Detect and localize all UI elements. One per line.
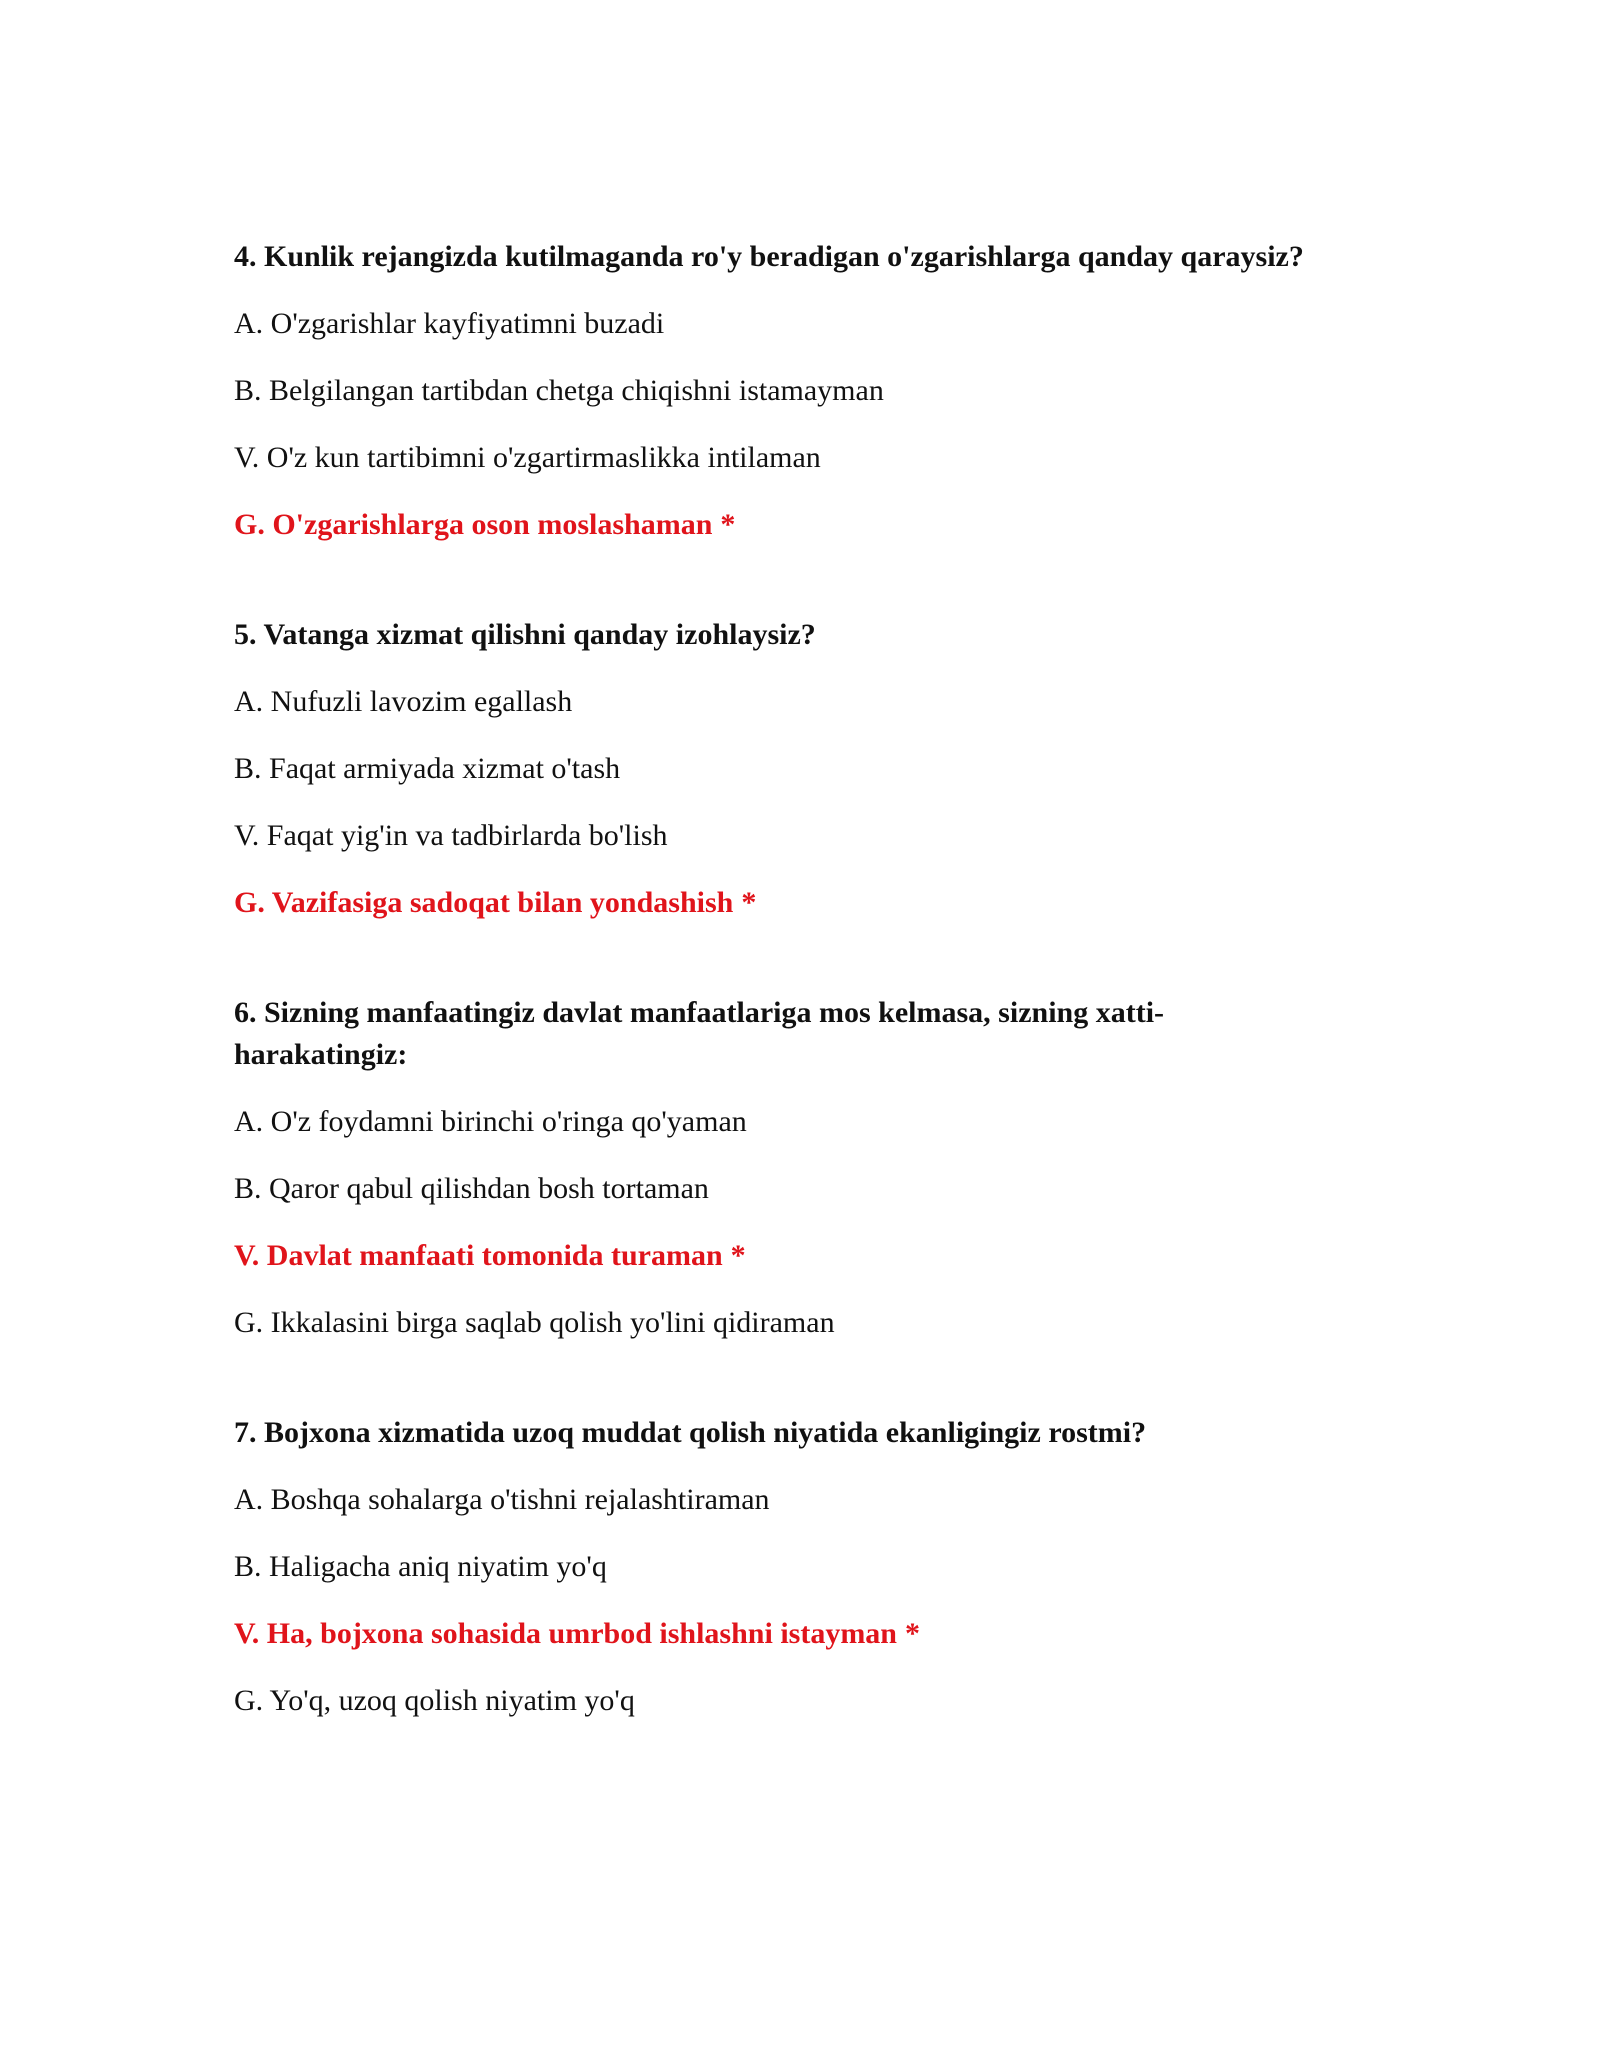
- option-text: A. Nufuzli lavozim egallash: [234, 685, 573, 718]
- option-b: [234, 748, 1384, 790]
- option-text: G. Ikkalasini birga saqlab qolish yo'lini qidiraman: [234, 1306, 835, 1339]
- document-page: [234, 236, 1384, 1790]
- question-5: [234, 614, 1384, 924]
- question-title: 4. Kunlik rejangizda kutilmaganda ro'y beradigan o'zgarishlarga qanday qaraysiz?: [234, 240, 1304, 273]
- option-text: V. Davlat manfaati tomonida turaman: [234, 1239, 723, 1272]
- option-g-correct: [234, 882, 1384, 924]
- correct-marker: *: [720, 508, 736, 541]
- option-text: B. Haligacha aniq niyatim yo'q: [234, 1550, 607, 1583]
- question-4: [234, 236, 1384, 546]
- correct-marker: *: [741, 886, 757, 919]
- question-7: [234, 1412, 1384, 1722]
- option-text: A. O'z foydamni birinchi o'ringa qo'yaman: [234, 1105, 747, 1138]
- option-text: G. Vazifasiga sadoqat bilan yondashish: [234, 886, 734, 919]
- option-text: V. Ha, bojxona sohasida umrbod ishlashni istayman: [234, 1617, 897, 1650]
- question-title: 6. Sizning manfaatingiz davlat manfaatlariga mos kelmasa, sizning xatti-harakatingiz:: [234, 996, 1165, 1071]
- option-g: [234, 1680, 1384, 1722]
- option-text: A. Boshqa sohalarga o'tishni rejalashtiraman: [234, 1483, 770, 1516]
- option-g-correct: [234, 504, 1384, 546]
- option-b: [234, 370, 1384, 412]
- option-a: [234, 681, 1384, 723]
- option-a: [234, 1101, 1384, 1143]
- question-title: 5. Vatanga xizmat qilishni qanday izohlaysiz?: [234, 618, 816, 651]
- question-title: 7. Bojxona xizmatida uzoq muddat qolish niyatida ekanligingiz rostmi?: [234, 1416, 1147, 1449]
- correct-marker: *: [905, 1617, 920, 1650]
- option-b: [234, 1168, 1384, 1210]
- option-text: A. O'zgarishlar kayfiyatimni buzadi: [234, 307, 665, 340]
- correct-marker: *: [730, 1239, 746, 1272]
- option-text: B. Faqat armiyada xizmat o'tash: [234, 752, 621, 785]
- option-a: [234, 1479, 1384, 1521]
- option-g: [234, 1302, 1384, 1344]
- option-v-correct: [234, 1613, 1384, 1655]
- option-text: V. Faqat yig'in va tadbirlarda bo'lish: [234, 819, 668, 852]
- option-text: B. Qaror qabul qilishdan bosh tortaman: [234, 1172, 709, 1205]
- option-v: [234, 815, 1384, 857]
- option-text: G. Yo'q, uzoq qolish niyatim yo'q: [234, 1684, 635, 1717]
- option-v-correct: [234, 1235, 1384, 1277]
- option-text: G. O'zgarishlarga oson moslashaman: [234, 508, 713, 541]
- question-6: [234, 992, 1384, 1344]
- option-text: V. O'z kun tartibimni o'zgartirmaslikka intilaman: [234, 441, 821, 474]
- option-b: [234, 1546, 1384, 1588]
- option-text: B. Belgilangan tartibdan chetga chiqishni istamayman: [234, 374, 884, 407]
- option-v: [234, 437, 1384, 479]
- option-a: [234, 303, 1384, 345]
